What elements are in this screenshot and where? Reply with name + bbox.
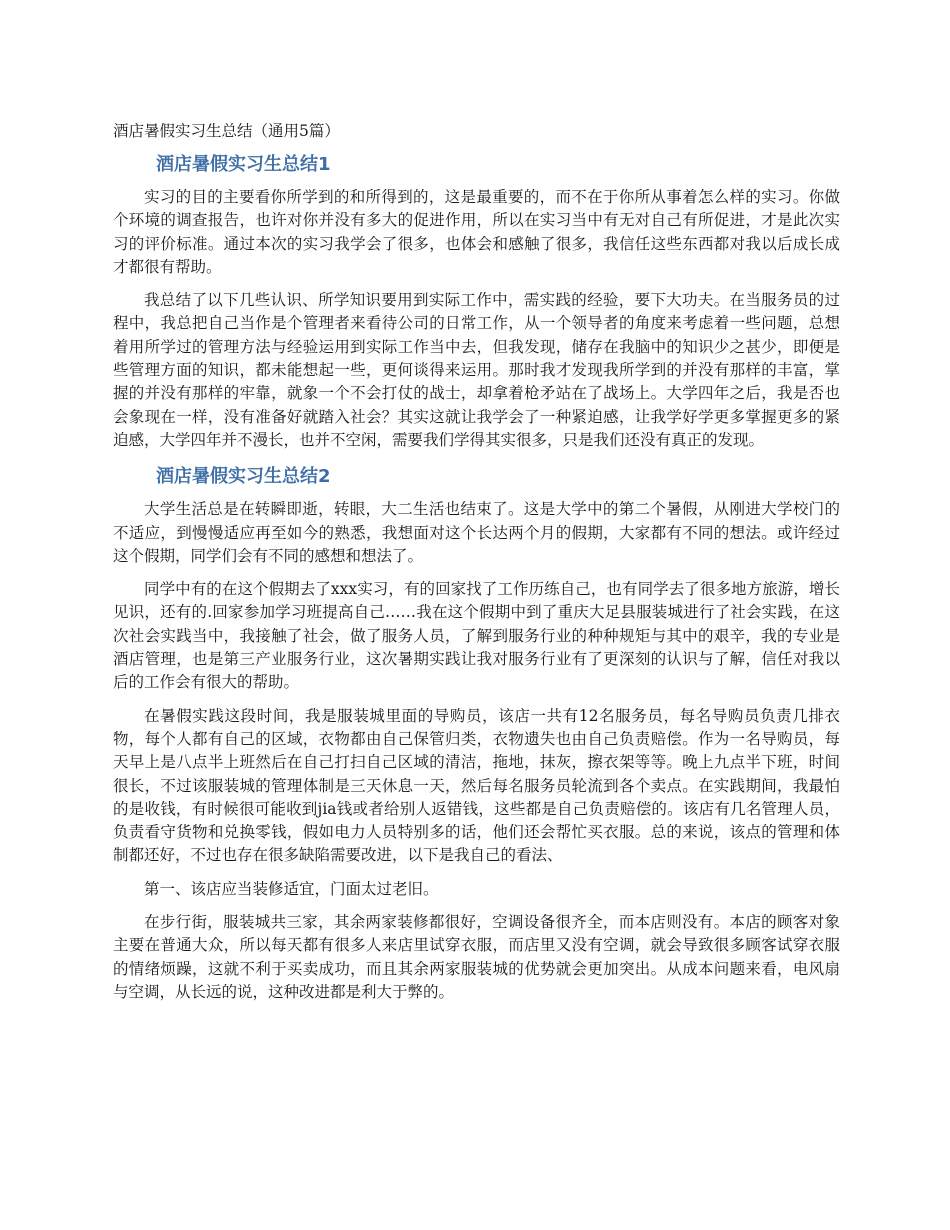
section-1-paragraph-2: 我总结了以下几些认识、所学知识要用到实际工作中，需实践的经验，要下大功夫。在当服务员的过程中，我总把自己当作是个管理者来看待公司的日常工作，从一个领导者的角度来考虑着一些问题，总想着用所学过的管理方法与经验运用到实际工作当中去，但我发现，储存在我脑中的知识少之甚少，即便是些管理方面的知识，都未能想起一些，更何谈得来运用。那时我才发现我所学到的并没有那样的丰富，掌握的并没有那样的牢靠，就象一个不会打仗的战士，却拿着枪矛站在了战场上。大学四年之后，我是否也会象现在一样，没有准备好就踏入社会？其实这就让我学会了一种紧迫感，让我学好学更多掌握更多的紧迫感，大学四年并不漫长，也并不空闲，需要我们学得其实很多，只是我们还没有真正的发现。	[113, 291, 840, 449]
section-1-paragraph-1: 实习的目的主要看你所学到的和所得到的，这是最重要的，而不在于你所从事着怎么样的实习。你做个环境的调查报告，也许对你并没有多大的促进作用，所以在实习当中有无对自己有所促进，才是此次实习的评价标准。通过本次的实习我学会了很多，也体会和感触了很多，我信任这些东西都对我以后成长成才都很有帮助。	[113, 188, 840, 276]
section-2-paragraph-5: 在步行街，服装城共三家，其余两家装修都很好，空调设备很齐全，而本店则没有。本店的顾客对象主要在普通大众，所以每天都有很多人来店里试穿衣服，而店里又没有空调，就会导致很多顾客试穿衣服的情绪烦躁，这就不利于买卖成功，而且其余两家服装城的优势就会更加突出。从成本问题来看，电风扇与空调，从长远的说，这种改进都是利大于弊的。	[113, 913, 840, 1001]
section-2-heading: 酒店暑假实习生总结2	[156, 466, 331, 488]
section-1-heading: 酒店暑假实习生总结1	[156, 154, 331, 175]
document-page	[113, 118, 840, 1014]
section-2-paragraph-2: 同学中有的在这个假期去了xxx实习，有的回家找了工作历练自己，也有同学去了很多地方旅游，增长见识，还有的.回家参加学习班提高自己……我在这个假期中到了重庆大足县服装城进行了社会实践，在这次社会实践当中，我接触了社会，做了服务人员，了解到服务行业的种种规矩与其中的艰辛，我的专业是酒店管理，也是第三产业服务行业，这次暑期实践让我对服务行业有了更深刻的认识与了解，信任对我以后的工作会有很大的帮助。	[113, 580, 840, 692]
section-2-paragraph-3: 在暑假实践这段时间，我是服装城里面的导购员，该店一共有12名服务员，每名导购员负责几排衣物，每个人都有自己的区域，衣物都由自己保管归类，衣物遗失也由自己负责赔偿。作为一名导购员，每天早上是八点半上班然后在自己打扫自己区域的清洁，拖地，抹灰，擦衣架等等。晚上九点半下班，时间很长，不过该服装城的管理体制是三天休息一天，然后每名服务员轮流到各个卖点。在实践期间，我最怕的是收钱，有时候很可能收到jia钱或者给别人返错钱，这些都是自己负责赔偿的。该店有几名管理人员，负责看守货物和兑换零钱，假如电力人员特别多的话，他们还会帮忙买衣服。总的来说，该点的管理和体制都还好，不过也存在很多缺陷需要改进，以下是我自己的看法、	[113, 706, 840, 865]
section-2-paragraph-4: 第一、该店应当装修适宜，门面太过老旧。	[144, 879, 439, 898]
section-2-paragraph-1: 大学生活总是在转瞬即逝，转眼，大二生活也结束了。这是大学中的第二个暑假，从刚进大学校门的不适应，到慢慢适应再至如今的熟悉，我想面对这个长达两个月的假期，大家都有不同的想法。或许经过这个假期，同学们会有不同的感想和想法了。	[113, 500, 840, 565]
document-title: 酒店暑假实习生总结（通用5篇）	[113, 122, 340, 140]
